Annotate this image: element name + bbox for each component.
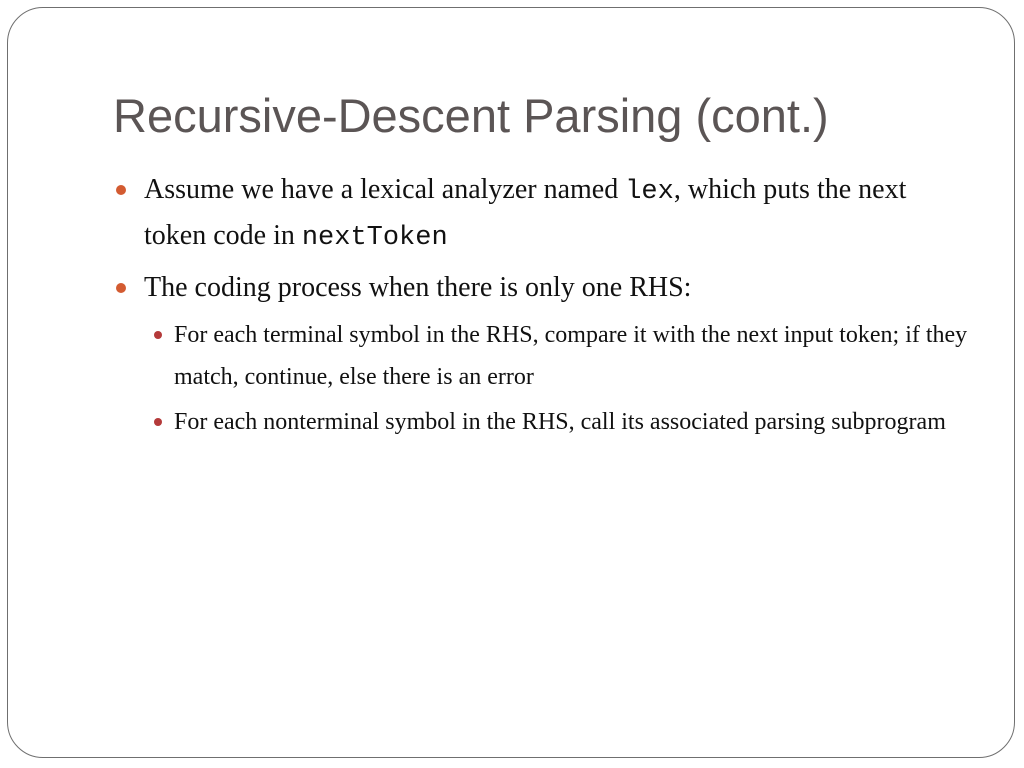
sub-bullet-terminal-symbol (174, 314, 974, 398)
bullet-dot (116, 283, 126, 293)
sub-bullet-dot (154, 331, 162, 339)
code-lex: lex (625, 177, 674, 207)
bullet-coding-process (144, 266, 944, 310)
slide-title: Recursive-Descent Parsing (cont.) (113, 89, 829, 142)
code-nexttoken: nextToken (301, 223, 448, 253)
bullet-text: The coding process when there is only one RHS: (144, 272, 692, 303)
bullet-text-part: , which puts the next token code in (144, 174, 907, 251)
sub-bullet-nonterminal-symbol (174, 401, 974, 443)
sub-bullet-text: For each terminal symbol in the RHS, compare it with the next input token; if they match, continue, else there is an error (174, 322, 968, 390)
sub-bullet-dot (154, 418, 162, 426)
sub-bullet-text: For each nonterminal symbol in the RHS, call its associated parsing subprogram (174, 409, 946, 435)
bullet-lexical-analyzer (144, 168, 944, 260)
bullet-dot (116, 185, 126, 195)
bullet-text-part: Assume we have a lexical analyzer named (144, 174, 626, 205)
